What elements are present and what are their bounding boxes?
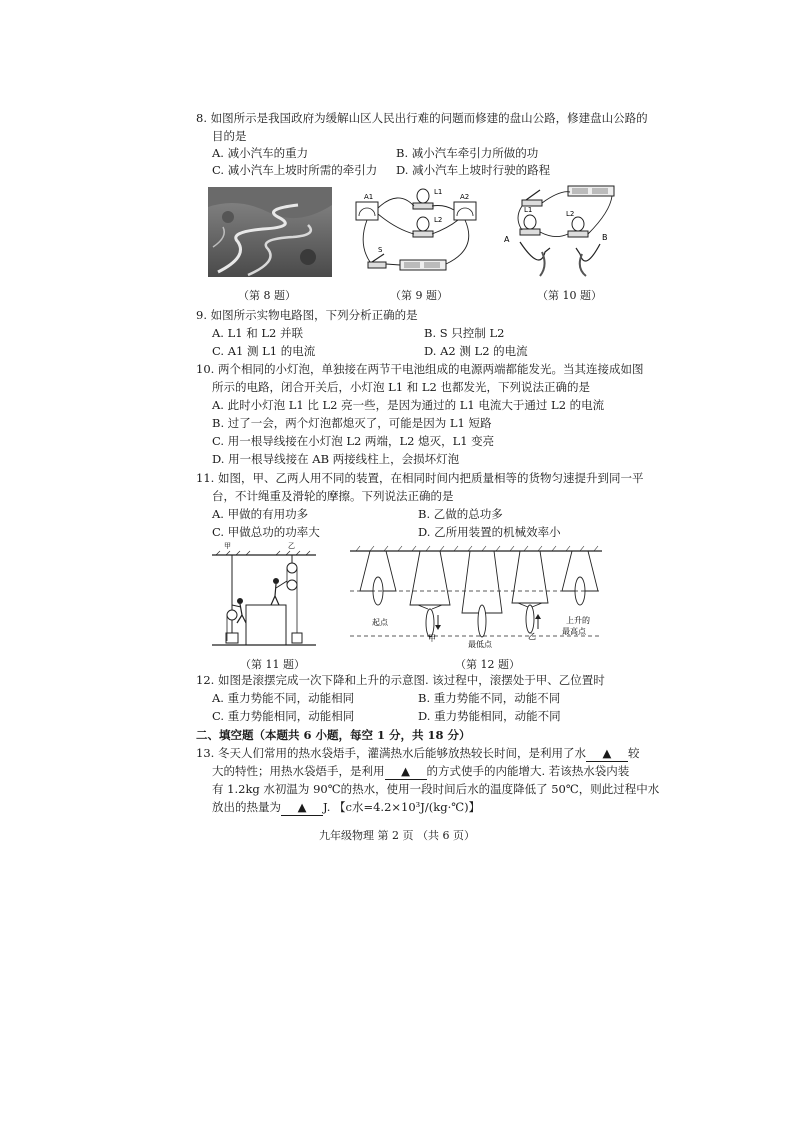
q12-label-yi: 乙 — [528, 632, 536, 641]
q12-option-b: B. 重力势能不同，动能不同 — [418, 691, 561, 705]
q11-stem-line2: 台，不计绳重及滑轮的摩擦。下列说法正确的是 — [212, 489, 454, 503]
q9-label-a1: A1 — [364, 193, 374, 201]
q13-line3: 有 1.2kg 水初温为 90℃的热水，使用一段时间后水的温度降低了 50℃，则此过程中水 — [212, 782, 660, 796]
q10-option-b: B. 过了一会，两个灯泡都熄灭了，可能是因为 L1 短路 — [212, 416, 492, 430]
q8-stem-line1: 8. 如图所示是我国政府为缓解山区人民出行难的问题而修建的盘山公路，修建盘山公路的 — [196, 111, 648, 125]
q10-option-a: A. 此时小灯泡 L1 比 L2 亮一些，是因为通过的 L1 电流大于通过 L2 的电流 — [212, 398, 605, 412]
q13-line4 — [212, 799, 480, 816]
q8-option-c: C. 减小汽车上坡时所需的牵引力 — [212, 163, 378, 177]
q11-label-jia: 甲 — [224, 542, 231, 550]
q13-line1 — [196, 745, 639, 762]
q12-label-jia: 甲 — [428, 634, 436, 643]
q9-label-s: S — [378, 246, 383, 254]
q10-label-l1: L1 — [524, 206, 533, 214]
q11-label-yi: 乙 — [288, 542, 295, 550]
q12-option-a: A. 重力势能不同，动能相同 — [212, 691, 355, 705]
q9-caption: （第 9 题） — [390, 289, 448, 302]
q13-line1-text-a: 13. 冬天人们常用的热水袋焐手，灌满热水后能够放热较长时间，是利用了水 — [196, 746, 586, 760]
q8-option-d: D. 减小汽车上坡时行驶的路程 — [396, 163, 551, 177]
q8-stem-line2: 目的是 — [212, 129, 247, 143]
q9-label-l2: L2 — [434, 216, 443, 224]
q11-stem-line1: 11. 如图，甲、乙两人用不同的装置，在相同时间内把质量相等的货物匀速提升到同一平 — [196, 471, 644, 485]
q11-option-d: D. 乙所用装置的机械效率小 — [418, 525, 561, 539]
q12-label-start: 起点 — [372, 618, 388, 627]
q10-figure-circuit — [500, 182, 618, 283]
q10-option-c: C. 用一根导线接在小灯泡 L2 两端，L2 熄灭，L1 变亮 — [212, 434, 495, 448]
q13-blank-1[interactable]: ▲ — [586, 745, 628, 762]
q10-label-a: A — [504, 235, 510, 244]
q10-label-l2: L2 — [566, 210, 575, 218]
q9-label-a2: A2 — [460, 193, 470, 201]
q13-blank-3[interactable]: ▲ — [281, 799, 323, 816]
q8-option-b: B. 减小汽车牵引力所做的功 — [396, 146, 539, 160]
q9-figure-circuit — [348, 184, 488, 283]
q11-option-b: B. 乙做的总功多 — [418, 507, 503, 521]
q10-option-d: D. 用一根导线接在 AB 两接线柱上，会损坏灯泡 — [212, 452, 460, 466]
section2-title: 二、填空题（本题共 6 小题，每空 1 分，共 18 分） — [196, 728, 471, 742]
q12-stem: 12. 如图是滚摆完成一次下降和上升的示意图. 该过程中，滚摆处于甲、乙位置时 — [196, 673, 605, 687]
q11-option-c: C. 甲做总功的功率大 — [212, 525, 320, 539]
q9-label-l1: L1 — [434, 188, 443, 196]
q13-blank-2[interactable]: ▲ — [385, 763, 427, 780]
q9-option-d: D. A2 测 L2 的电流 — [424, 344, 528, 358]
q10-stem-line2: 所示的电路，闭合开关后，小灯泡 L1 和 L2 也都发光，下列说法正确的是 — [212, 380, 591, 394]
q8-figure-mountain-road — [208, 187, 332, 280]
q13-line1-text-b: 较 — [627, 746, 640, 760]
q9-option-c: C. A1 测 L1 的电流 — [212, 344, 316, 358]
q13-line2 — [212, 763, 629, 780]
page-footer: 九年级物理 第 2 页 （共 6 页） — [319, 829, 475, 842]
q9-option-a: A. L1 和 L2 并联 — [212, 326, 303, 340]
q11-caption: （第 11 题） — [240, 658, 305, 671]
q10-label-b: B — [602, 233, 608, 242]
q12-caption: （第 12 题） — [455, 658, 520, 671]
q12-option-d: D. 重力势能相同，动能不同 — [418, 709, 561, 723]
q13-line4-text-b: J. 【c水=4.2×10³J/(kg·℃)】 — [323, 800, 481, 814]
q13-line2-text-b: 的方式使手的内能增大. 若该热水袋内装 — [426, 764, 630, 778]
q11-figure-pulleys — [212, 541, 316, 654]
q11-option-a: A. 甲做的有用功多 — [212, 507, 309, 521]
q9-stem: 9. 如图所示实物电路图，下列分析正确的是 — [196, 308, 418, 322]
q12-label-rising: 上升的 — [566, 616, 590, 625]
q8-option-a: A. 减小汽车的重力 — [212, 146, 309, 160]
q12-option-c: C. 重力势能相同，动能相同 — [212, 709, 355, 723]
q12-label-lowest: 最低点 — [468, 640, 492, 649]
q12-label-highest: 最高点 — [562, 627, 586, 636]
q12-figure-maxwell-wheel — [350, 543, 602, 658]
q8-caption: （第 8 题） — [238, 289, 296, 302]
q13-line4-text-a: 放出的热量为 — [212, 800, 281, 814]
q10-stem-line1: 10. 两个相同的小灯泡，单独接在两节干电池组成的电源两端都能发光。当其连接成如图 — [196, 362, 644, 376]
q13-line2-text-a: 大的特性；用热水袋焐手，是利用 — [212, 764, 385, 778]
q10-caption: （第 10 题） — [537, 289, 602, 302]
q9-option-b: B. S 只控制 L2 — [424, 326, 505, 340]
